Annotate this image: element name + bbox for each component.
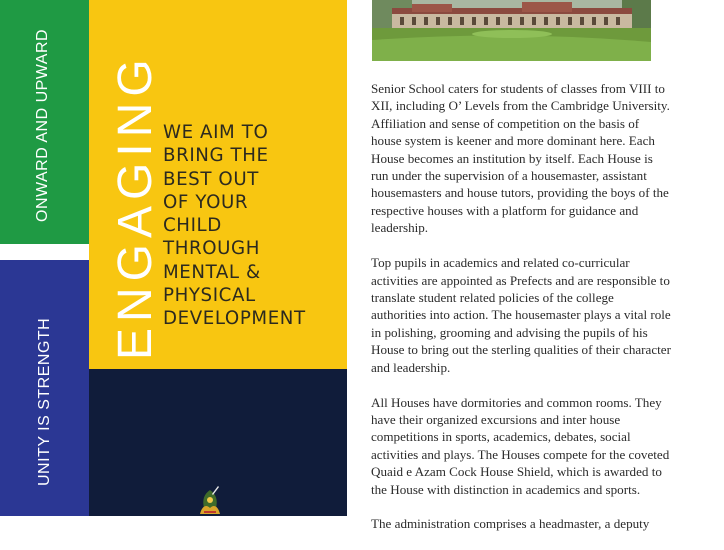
aim-line: THROUGH <box>163 238 261 260</box>
onward-and-upward-label: ONWARD AND UPWARD <box>34 28 51 222</box>
college-crest-icon <box>190 484 230 516</box>
aim-line: WE AIM TO <box>163 122 269 143</box>
article-paragraph: All Houses have dormitories and common rooms. They have their organized excursions and inter house competitions in sports, academics, debates, social activities and plays. The Houses compete for the coveted Quaid e Azam Cock House Shield, which is awarded to the House with distinction in academics and sports. <box>371 394 670 497</box>
aim-line: OF YOUR <box>163 191 249 213</box>
article-body <box>371 80 671 550</box>
band-divider <box>0 244 89 260</box>
article-paragraph: The administration comprises a headmaster, a deputy <box>371 516 650 532</box>
aim-line: DEVELOPMENT <box>163 308 306 330</box>
aim-line: BEST OUT <box>163 168 259 190</box>
campus-building-photo <box>372 0 651 61</box>
engaging-vertical-heading: ENGAGING <box>109 53 162 360</box>
aim-line: BRING THE <box>163 145 269 167</box>
article-paragraph: Top pupils in academics and related co-curricular activities are appointed as Prefects and are responsible to translate student related policies of the college authorities into action. The housemaster plays a vital role in polishing, grooming and advising the pupils of his House to bring out the sterling qualities of their character and leadership. <box>371 255 671 375</box>
aim-line: CHILD <box>163 215 222 237</box>
aim-line: PHYSICAL <box>163 285 256 307</box>
aim-statement <box>163 121 343 331</box>
article-paragraph: Senior School caters for students of classes from VIII to XII, including O’ Levels from the Cambridge University. Affiliation and sense of competition on the basis of house system is keener and more dominant here. Each House becomes an institution by itself. Each House is run under the supervision of a housemaster, assistant housemasters and house tutors, providing the boys of the respective houses with a platform for guidance and leadership. <box>371 81 670 236</box>
unity-is-strength-label: UNITY IS STRENGTH <box>36 317 53 486</box>
aim-line: MENTAL & <box>163 261 261 283</box>
